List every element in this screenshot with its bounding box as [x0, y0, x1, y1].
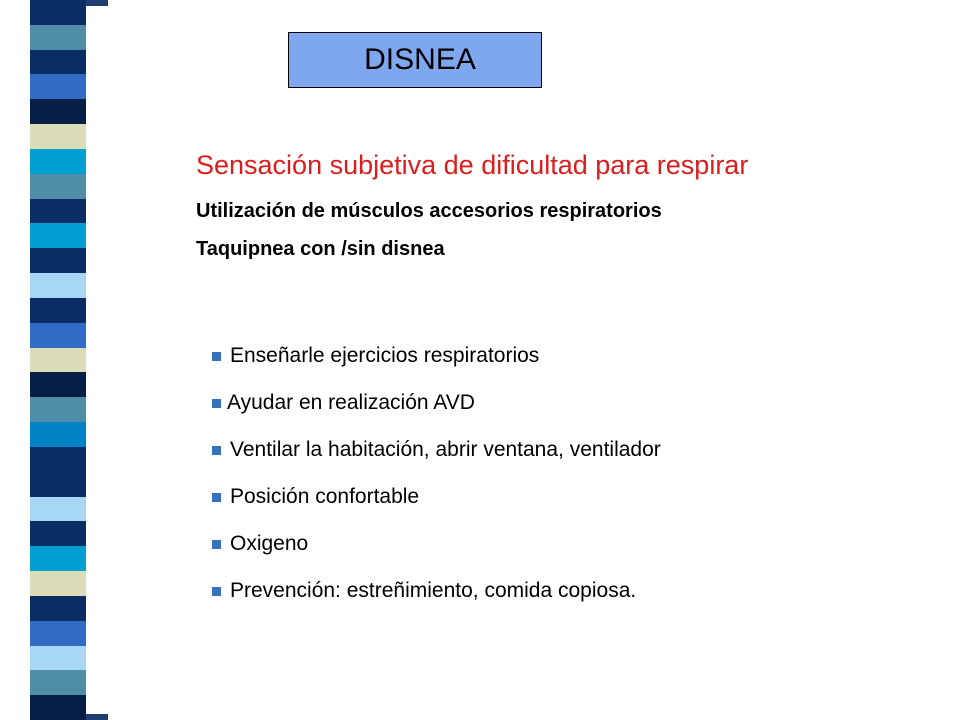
square-bullet-icon — [212, 399, 221, 408]
stripe-block — [30, 670, 86, 695]
stripe-block — [30, 298, 86, 323]
list-item — [212, 438, 661, 462]
list-item-text: Enseñarle ejercicios respiratorios — [230, 344, 540, 367]
title-box — [288, 32, 542, 88]
square-bullet-icon — [212, 587, 221, 596]
stripe-block — [30, 397, 86, 422]
decorative-stripe-edge — [86, 0, 108, 720]
stripe-block — [30, 422, 86, 447]
square-bullet-icon — [212, 446, 221, 455]
list-item-text: Oxigeno — [230, 532, 309, 555]
list-item-text: Ayudar en realización AVD — [227, 391, 475, 414]
stripe-block — [30, 99, 86, 124]
list-item — [212, 344, 539, 368]
square-bullet-icon — [212, 493, 221, 502]
stripe-edge-bottom — [86, 714, 108, 720]
decorative-stripe-bar — [30, 0, 86, 720]
stripe-block — [30, 695, 86, 720]
stripe-block — [30, 621, 86, 646]
list-item — [212, 579, 636, 603]
stripe-block — [30, 223, 86, 248]
stripe-block — [30, 273, 86, 298]
stripe-block — [30, 50, 86, 75]
stripe-edge-top — [86, 0, 108, 6]
stripe-block — [30, 646, 86, 671]
stripe-block — [30, 497, 86, 522]
stripe-block — [30, 25, 86, 50]
stripe-block — [30, 571, 86, 596]
list-item-text: Prevención: estreñimiento, comida copiosa. — [230, 579, 637, 602]
stripe-block — [30, 546, 86, 571]
square-bullet-icon — [212, 352, 221, 361]
stripe-block — [30, 348, 86, 373]
stripe-block — [30, 596, 86, 621]
stripe-block — [30, 0, 86, 25]
list-item — [212, 532, 308, 556]
stripe-block — [30, 199, 86, 224]
subline-tachypnea: Taquipnea con /sin disnea — [196, 238, 445, 260]
subline-accessory-muscles: Utilización de músculos accesorios respiratorios — [196, 200, 662, 222]
slide-title: DISNEA — [364, 43, 476, 76]
stripe-block — [30, 174, 86, 199]
stripe-block — [30, 124, 86, 149]
stripe-block — [30, 74, 86, 99]
stripe-block — [30, 521, 86, 546]
stripe-block — [30, 472, 86, 497]
list-item — [212, 391, 475, 415]
list-item-text: Posición confortable — [230, 485, 420, 508]
stripe-block — [30, 372, 86, 397]
list-item — [212, 485, 419, 509]
stripe-block — [30, 447, 86, 472]
list-item-text: Ventilar la habitación, abrir ventana, ventilador — [230, 438, 661, 461]
stripe-block — [30, 248, 86, 273]
square-bullet-icon — [212, 540, 221, 549]
headline-text: Sensación subjetiva de dificultad para respirar — [196, 150, 749, 180]
stripe-block — [30, 149, 86, 174]
stripe-block — [30, 323, 86, 348]
